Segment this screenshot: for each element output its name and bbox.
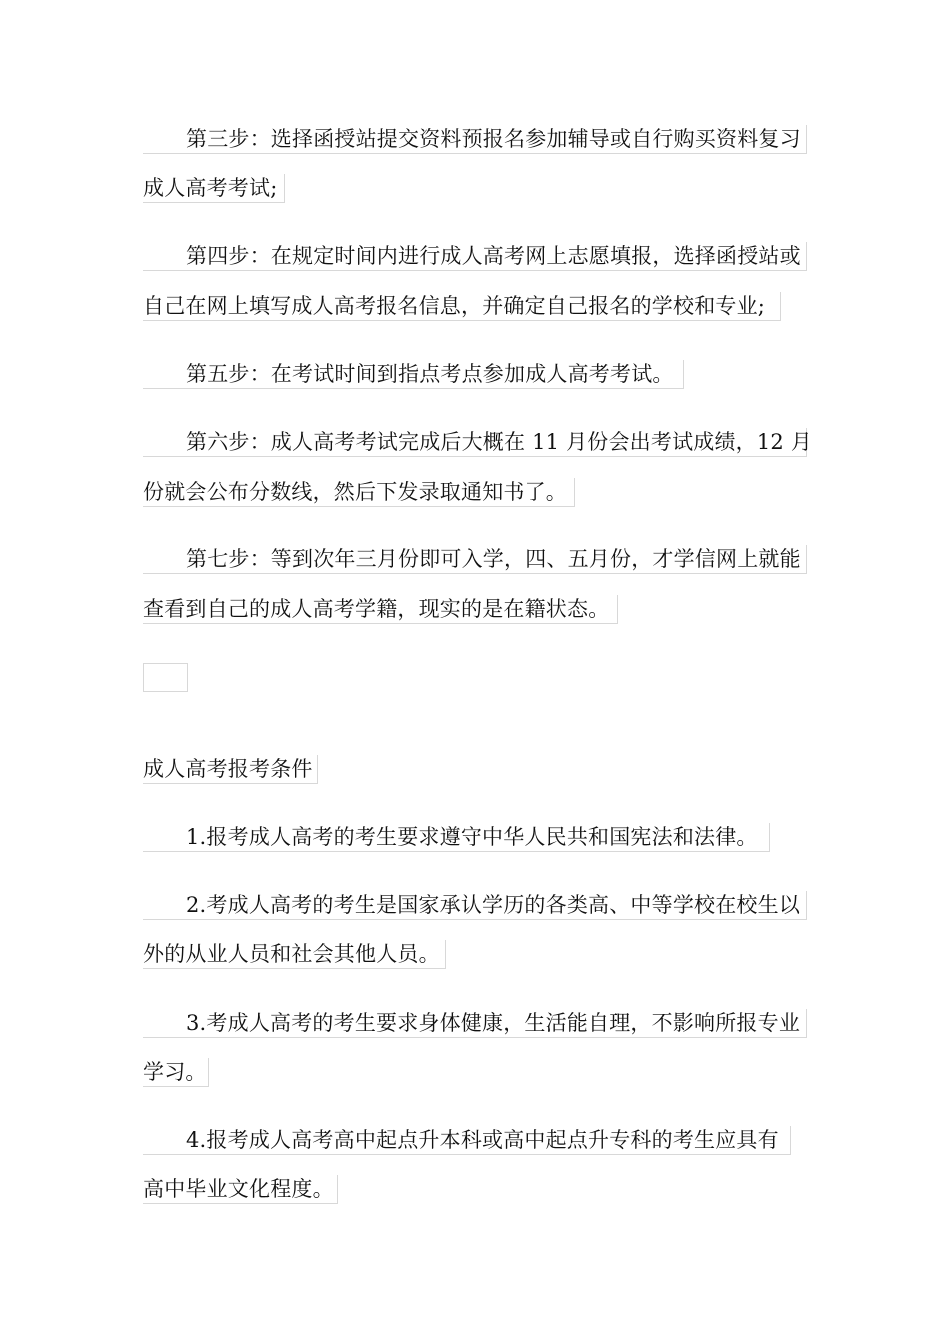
- step-4-line-1: 第四步：在规定时间内进行成人高考网上志愿填报，选择函授站或: [143, 242, 807, 271]
- condition-3-line-1: 3.考成人高考的考生要求身体健康，生活能自理，不影响所报专业: [143, 1009, 807, 1038]
- condition-4-line-2: 高中毕业文化程度。: [143, 1175, 338, 1204]
- empty-paragraph-box: [143, 663, 188, 692]
- step-7-line-2: 查看到自己的成人高考学籍，现实的是在籍状态。: [143, 595, 618, 624]
- step-5-line-1: 第五步：在考试时间到指点考点参加成人高考考试。: [143, 360, 684, 389]
- step-6-line-1: 第六步：成人高考考试完成后大概在 11 月份会出考试成绩，12 月: [143, 428, 807, 457]
- step-4-line-2: 自己在网上填写成人高考报名信息，并确定自己报名的学校和专业;: [143, 292, 781, 321]
- condition-2-line-2: 外的从业人员和社会其他人员。: [143, 940, 446, 969]
- step-3-line-1: 第三步：选择函授站提交资料预报名参加辅导或自行购买资料复习: [143, 125, 807, 154]
- step-6-line-2: 份就会公布分数线，然后下发录取通知书了。: [143, 478, 575, 507]
- step-3-line-2: 成人高考考试;: [143, 174, 285, 203]
- condition-4-line-1: 4.报考成人高考高中起点升本科或高中起点升专科的考生应具有: [143, 1126, 791, 1155]
- section-title: 成人高考报考条件: [143, 755, 318, 784]
- condition-1-line-1: 1.报考成人高考的考生要求遵守中华人民共和国宪法和法律。: [143, 823, 770, 852]
- condition-3-line-2: 学习。: [143, 1058, 209, 1087]
- step-7-line-1: 第七步：等到次年三月份即可入学，四、五月份，才学信网上就能: [143, 545, 807, 574]
- condition-2-line-1: 2.考成人高考的考生是国家承认学历的各类高、中等学校在校生以: [143, 891, 807, 920]
